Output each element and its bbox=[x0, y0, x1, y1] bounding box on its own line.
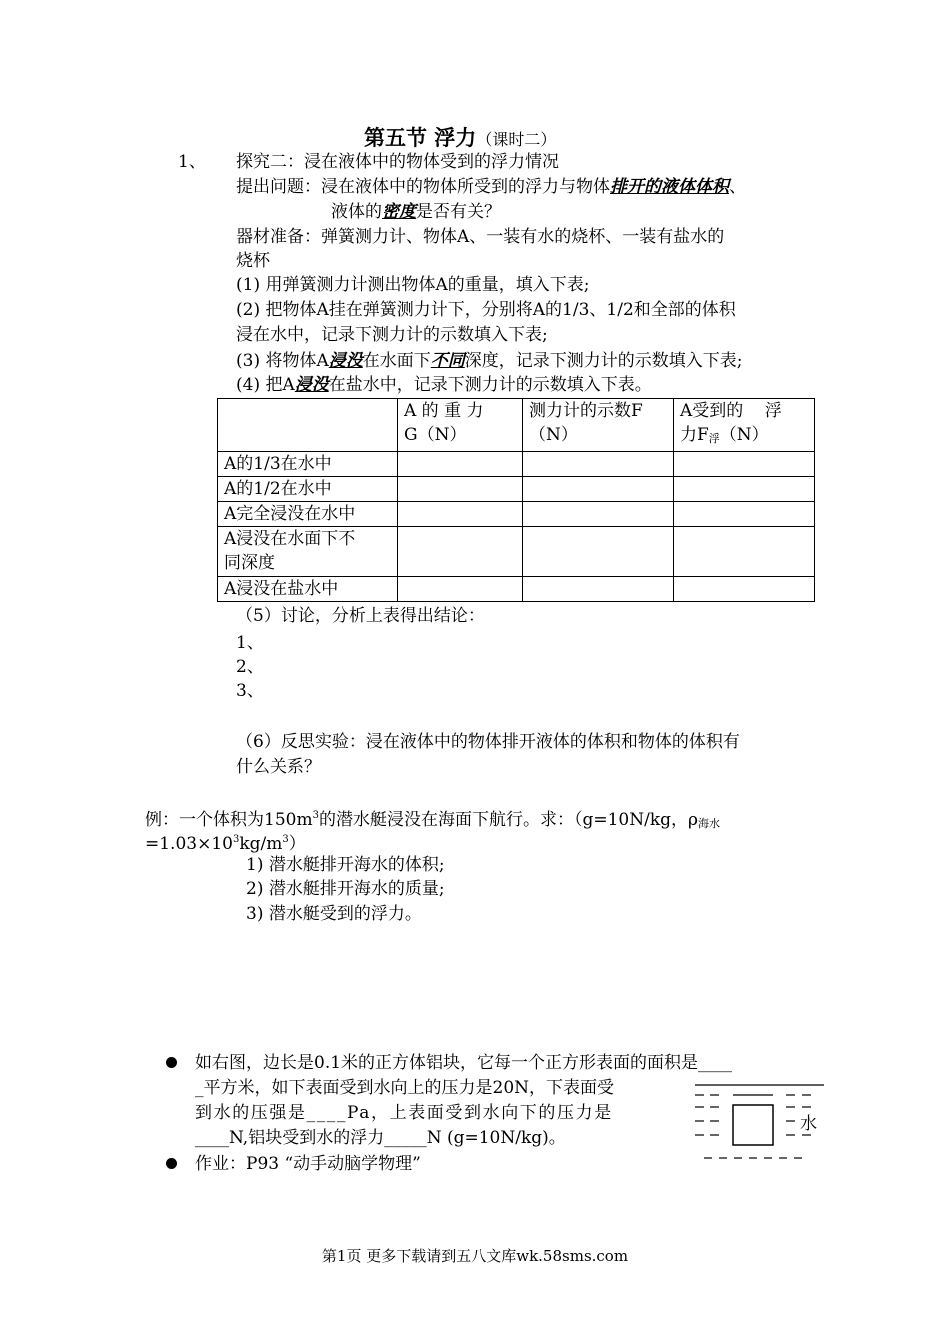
problem-line1: 如右图，边长是0.1米的正方体铝块，它每一个正方形表面的面积是____ bbox=[195, 1053, 733, 1073]
bullet-icon bbox=[166, 1158, 177, 1169]
table-cell[interactable] bbox=[398, 577, 523, 602]
table-cell[interactable] bbox=[674, 527, 815, 577]
table-row bbox=[218, 577, 815, 602]
conclusion-2: 2、 bbox=[236, 657, 264, 677]
table-cell[interactable] bbox=[398, 477, 523, 502]
data-table bbox=[217, 398, 815, 602]
table-cell[interactable] bbox=[398, 502, 523, 527]
table-cell[interactable] bbox=[674, 477, 815, 502]
table-header-buoyancy: A受到的 浮 力$F_浮(N)$ bbox=[674, 399, 815, 452]
question-line1: 提出问题：浸在液体中的物体所受到的浮力与物体排开的液体体积、 bbox=[236, 177, 746, 197]
example-line1: 例：一个体积为$150m^3$的潜水艇浸没在海面下航行。求：（g=10N/kg，$\rho_{海水}$ bbox=[145, 810, 720, 830]
example-item-3: 3) 潜水艇受到的浮力。 bbox=[246, 904, 422, 924]
table-cell[interactable] bbox=[523, 452, 674, 477]
section-number: 1、 bbox=[178, 152, 206, 172]
title-sub: （课时二） bbox=[476, 130, 557, 149]
page-footer: 第1页 更多下载请到五八文库wk.58sms.com bbox=[321, 1247, 629, 1265]
page-title bbox=[364, 122, 556, 152]
table-cell[interactable] bbox=[674, 452, 815, 477]
table-row-label: A浸没在盐水中 bbox=[218, 577, 398, 602]
cube bbox=[733, 1105, 773, 1145]
reflection-line1: （6）反思实验：浸在液体中的物体排开液体的体积和物体的体积有 bbox=[236, 732, 740, 752]
table-cell[interactable] bbox=[523, 477, 674, 502]
table-row-label: A的1/2在水中 bbox=[218, 477, 398, 502]
discussion-prompt: （5）讨论，分析上表得出结论： bbox=[236, 606, 485, 626]
table-cell[interactable] bbox=[674, 577, 815, 602]
reflection-line2: 什么关系？ bbox=[236, 757, 321, 777]
table-header-row bbox=[218, 399, 815, 452]
table-cell[interactable] bbox=[523, 577, 674, 602]
materials-line2: 烧杯 bbox=[236, 251, 270, 271]
example-line2: $=1.03\times 10^3kg/m^3$） bbox=[145, 834, 306, 854]
homework: 作业：P93 “动手动脑学物理” bbox=[195, 1154, 421, 1174]
table-header-reading: 测力计的示数F （N） bbox=[523, 399, 674, 452]
table-cell[interactable] bbox=[398, 452, 523, 477]
problem-line4: ____N,铝块受到水的浮力_____N (g=10N/kg)。 bbox=[195, 1128, 566, 1148]
section-heading: 探究二：浸在液体中的物体受到的浮力情况 bbox=[236, 152, 559, 172]
materials-line1: 器材准备：弹簧测力计、物体A、一装有水的烧杯、一装有盐水的 bbox=[236, 227, 725, 247]
table-row-label: A完全浸没在水中 bbox=[218, 502, 398, 527]
step-1: (1) 用弹簧测力计测出物体A的重量，填入下表; bbox=[236, 275, 590, 295]
step-3: (3) 将物体A浸没在水面下不同深度，记录下测力计的示数填入下表; bbox=[236, 351, 743, 371]
table-row-label: A的1/3在水中 bbox=[218, 452, 398, 477]
step-2b: 浸在水中，记录下测力计的示数填入下表; bbox=[236, 325, 548, 345]
emphasis-density: 密度 bbox=[382, 202, 416, 222]
problem-line2: _平方米，如下表面受到水向上的压力是20N，下表面受 bbox=[195, 1078, 615, 1098]
bullet-icon bbox=[166, 1057, 177, 1068]
table-cell[interactable] bbox=[398, 527, 523, 577]
table-row bbox=[218, 477, 815, 502]
step-2a: (2) 把物体A挂在弹簧测力计下，分别将A的1/3、1/2和全部的体积 bbox=[236, 300, 736, 320]
table-cell[interactable] bbox=[523, 502, 674, 527]
step-4: (4) 把A浸没在盐水中，记录下测力计的示数填入下表。 bbox=[236, 375, 652, 395]
table-row bbox=[218, 502, 815, 527]
conclusion-1: 1、 bbox=[236, 633, 264, 653]
table-cell[interactable] bbox=[523, 527, 674, 577]
table-corner-cell bbox=[218, 399, 398, 452]
emphasis-volume: 排开的液体体积 bbox=[610, 177, 729, 197]
conclusion-3: 3、 bbox=[236, 681, 264, 701]
table-cell[interactable] bbox=[674, 502, 815, 527]
title-main: 第五节 浮力 bbox=[364, 125, 477, 150]
water-label: 水 bbox=[800, 1114, 817, 1134]
table-row bbox=[218, 452, 815, 477]
table-row bbox=[218, 527, 815, 577]
example-item-1: 1) 潜水艇排开海水的体积; bbox=[246, 855, 445, 875]
problem-line3: 到水的压强是____Pa，上表面受到水向下的压力是 bbox=[195, 1103, 613, 1123]
question-line2: 液体的密度是否有关？ bbox=[331, 202, 501, 222]
example-item-2: 2) 潜水艇排开海水的质量; bbox=[246, 879, 445, 899]
table-header-weight: A 的 重 力 G（N） bbox=[398, 399, 523, 452]
table-row-label: A浸没在水面下不 同深度 bbox=[218, 527, 398, 577]
